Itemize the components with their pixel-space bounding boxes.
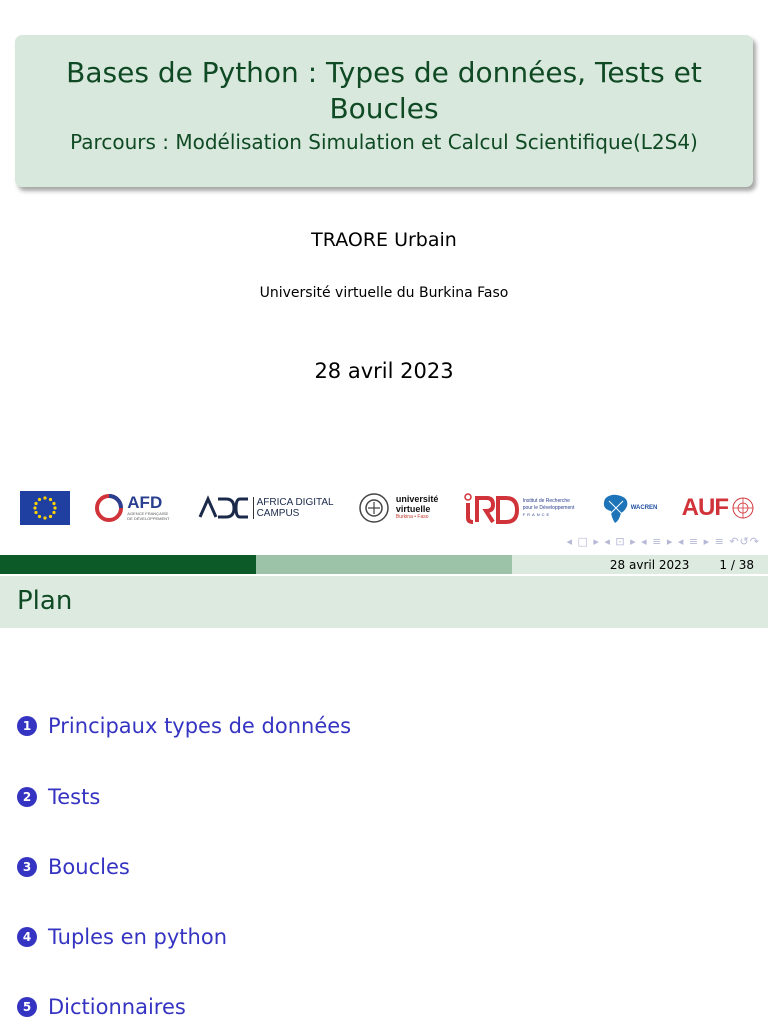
author-name: TRAORE Urbain [311, 229, 457, 251]
beamer-navigation-icons[interactable]: ◂ □ ▸ ◂ ⊡ ▸ ◂ ≡ ▸ ◂ ≡ ▸ ≡ ↶↺↷ [566, 535, 760, 548]
frame-title: Plan [17, 586, 73, 616]
toc-number-badge: 4 [17, 927, 37, 947]
toc-label[interactable]: Boucles [48, 855, 130, 879]
toc-label[interactable]: Principaux types de données [48, 714, 352, 738]
uv-line3: Burkina • Faso [395, 514, 429, 520]
afd-text: AFD [127, 493, 163, 512]
frame-title-bar [0, 576, 768, 628]
auf-logo [682, 494, 755, 522]
toc-label[interactable]: Dictionnaires [48, 995, 186, 1019]
uv-line2: virtuelle [395, 504, 431, 514]
toc-number-badge: 3 [17, 857, 37, 877]
footer-page-number: 1 / 38 [719, 557, 754, 572]
toc-item[interactable] [17, 995, 186, 1019]
footer-segment-left [0, 555, 256, 574]
adc-logo [198, 495, 334, 521]
adc-line2: CAMPUS [256, 507, 300, 519]
toc-number-badge: 1 [17, 716, 37, 736]
presentation-date: 28 avril 2023 [314, 359, 454, 383]
toc-label[interactable]: Tests [48, 785, 101, 809]
toc-item[interactable] [17, 855, 130, 879]
toc-item[interactable] [17, 785, 100, 809]
ird-line3: FRANCE [522, 511, 552, 517]
toc-item[interactable] [17, 925, 227, 949]
footer-segment-middle [256, 555, 512, 574]
toc-number-badge: 2 [17, 787, 37, 807]
toc-item[interactable] [17, 714, 351, 738]
uv-logo [358, 492, 439, 524]
slide-subtitle: Parcours : Modélisation Simulation et Calcul Scientifique(L2S4) [70, 130, 698, 154]
uv-line1: université [395, 494, 439, 504]
afd-logo [94, 493, 173, 523]
toc-number-badge: 5 [17, 997, 37, 1017]
ird-line2: pour le Développement [522, 504, 575, 511]
ird-logo [463, 492, 575, 524]
footer-date: 28 avril 2023 [609, 557, 690, 572]
partner-logos [20, 485, 755, 530]
wacren-text: WACREN [630, 504, 658, 511]
institution-name: Université virtuelle du Burkina Faso [259, 285, 509, 301]
title-box [15, 35, 753, 187]
ird-line1: Institut de Recherche [522, 497, 570, 504]
wacren-logo [599, 491, 658, 525]
adc-line1: AFRICA DIGITAL [256, 496, 334, 508]
footer-segment-right [512, 555, 768, 574]
slide-footer [0, 555, 768, 574]
auf-text: AUF [681, 493, 728, 521]
afd-small-text: AGENCE FRANÇAISE DE DÉVELOPPEMENT [127, 511, 170, 521]
slide-title: Bases de Python : Types de données, Tests et Boucles [66, 56, 702, 125]
eu-flag-logo [20, 491, 70, 525]
toc-label[interactable]: Tuples en python [48, 925, 228, 949]
